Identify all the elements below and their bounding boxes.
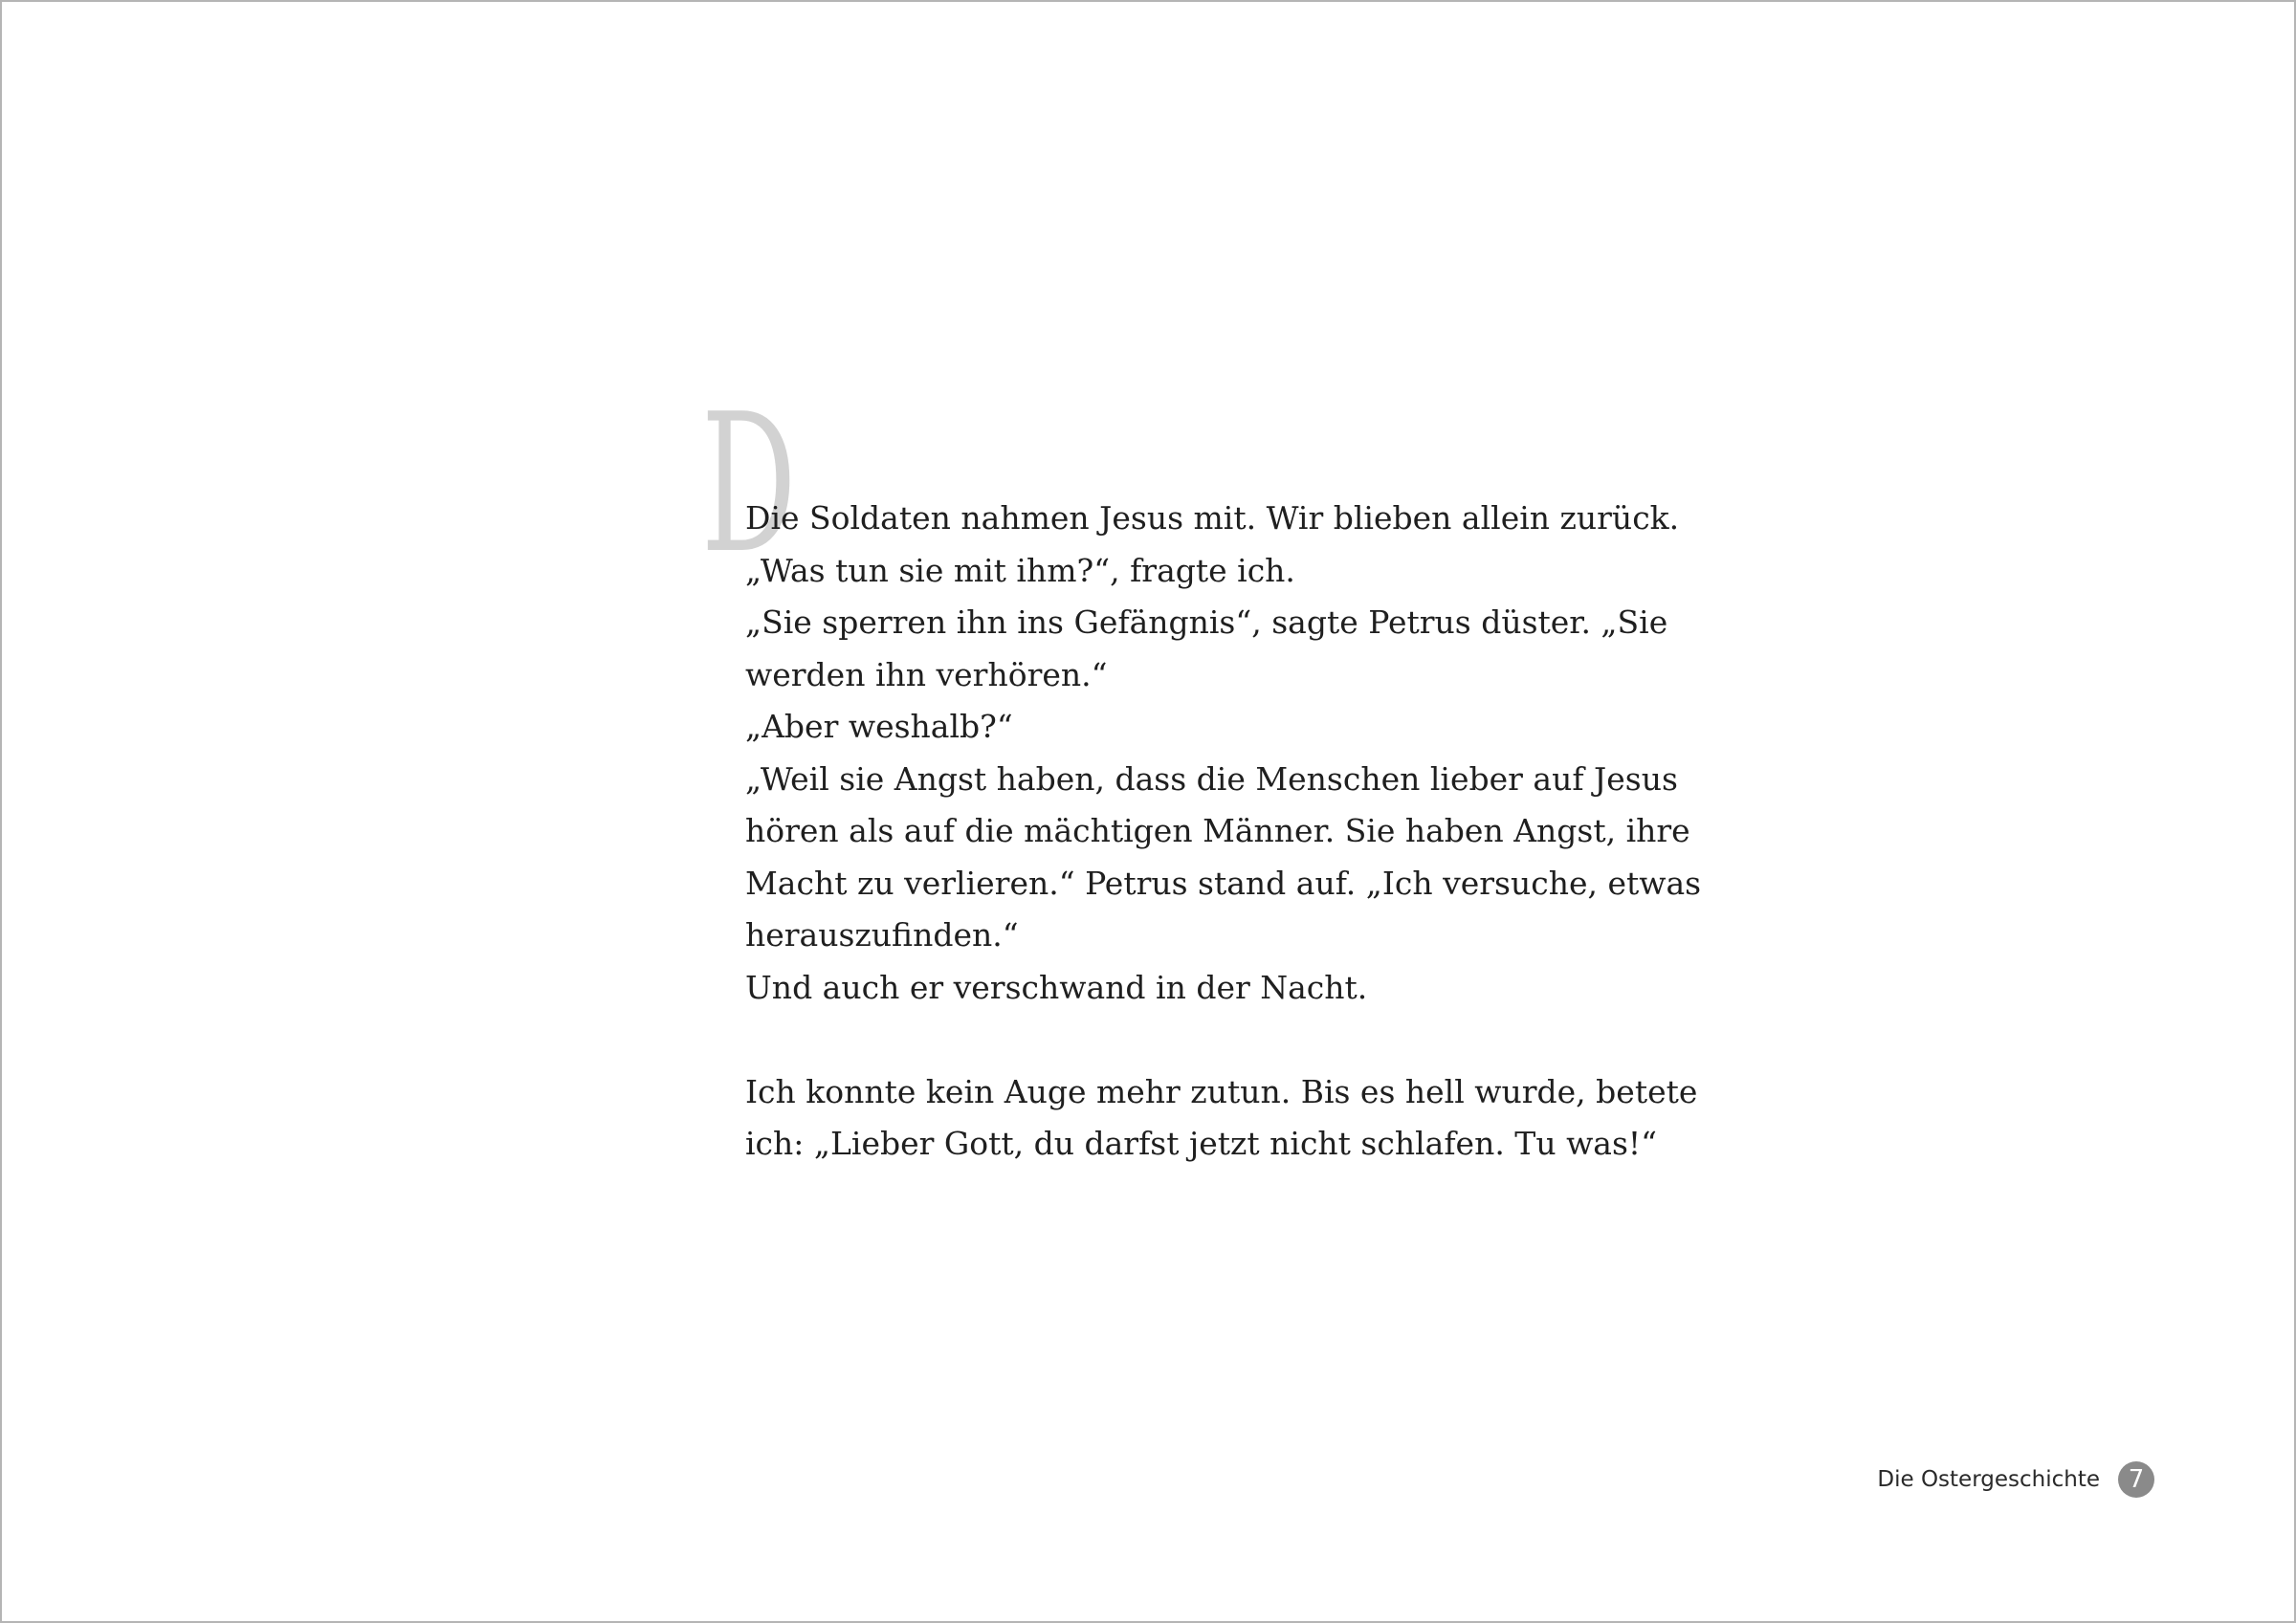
text-line: „Sie sperren ihn ins Gefängnis“, sagte Petrus düster. „Sie: [745, 603, 1668, 641]
text-line: werden ihn verhören.“: [745, 655, 1108, 693]
page-footer: [1877, 1461, 2154, 1498]
text-line: hören als auf die mächtigen Männer. Sie haben Angst, ihre: [745, 812, 1690, 849]
text-line: Ich konnte kein Auge mehr zutun. Bis es hell wurde, betete: [745, 1072, 1698, 1110]
text-line: Die Soldaten nahmen Jesus mit. Wir blieben allein zurück.: [745, 499, 1680, 537]
text-line: ich: „Lieber Gott, du darfst jetzt nicht schlafen. Tu was!“: [745, 1125, 1658, 1162]
text-line: Und auch er verschwand in der Nacht.: [745, 968, 1368, 1006]
page-number-badge: 7: [2118, 1461, 2154, 1498]
book-title: Die Ostergeschichte: [1877, 1467, 2100, 1492]
text-line: „Was tun sie mit ihm?“, fragte ich.: [745, 551, 1295, 589]
drop-cap: D: [701, 373, 797, 596]
text-line: „Weil sie Angst haben, dass die Menschen lieber auf Jesus: [745, 759, 1678, 798]
paragraph: [745, 1066, 1698, 1171]
text-line: herauszufinden.“: [745, 916, 1019, 954]
text-line: Macht zu verlieren.“ Petrus stand auf. „Ich versuche, etwas: [745, 864, 1702, 902]
paragraph-spacer: [745, 1014, 1683, 1066]
text-line: „Aber weshalb?“: [745, 708, 1013, 745]
story-text: [745, 493, 1702, 1171]
paragraph: [745, 493, 1702, 1014]
